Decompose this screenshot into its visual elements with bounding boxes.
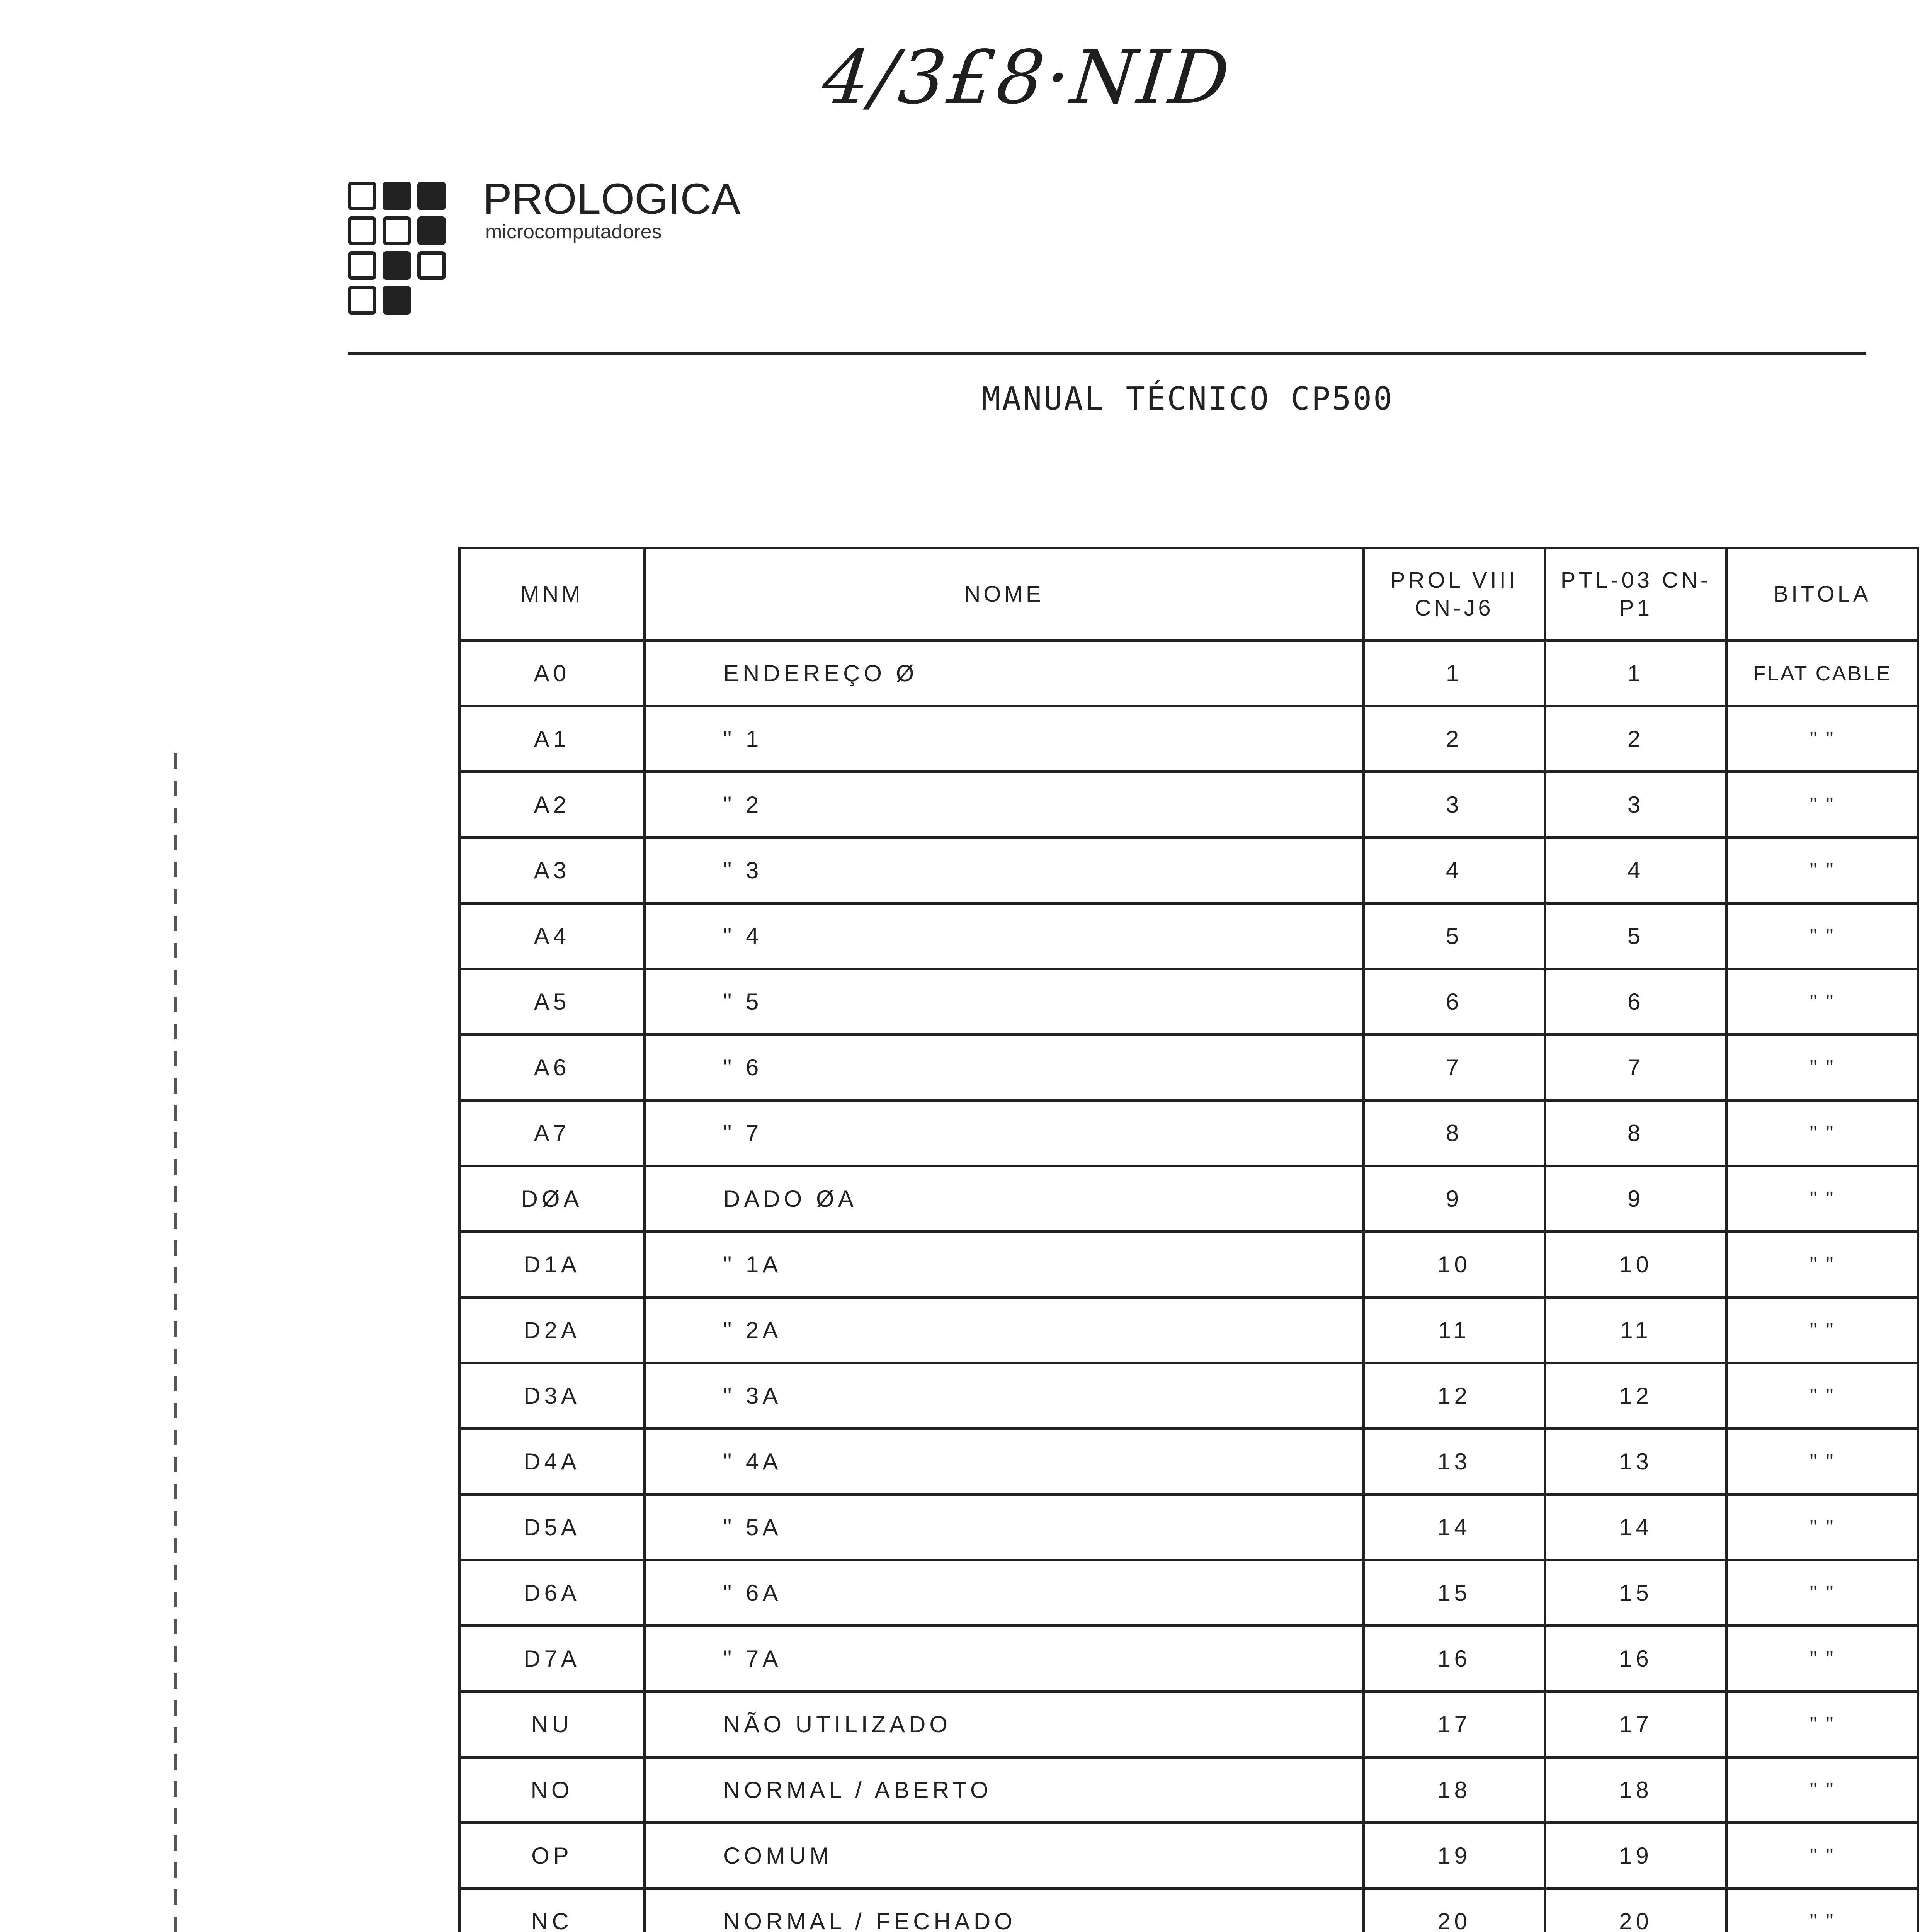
cell-prol: 7 [1364,1035,1545,1100]
brand-tagline: microcomputadores [485,221,662,243]
cell-ptl: 10 [1545,1232,1727,1298]
cell-prol: 6 [1364,969,1545,1035]
cell-mnm: D3A [459,1363,645,1429]
cell-nome: " 4A [645,1429,1364,1495]
cell-nome: " 6A [645,1560,1364,1626]
header-ptl: PTL-03 CN-P1 [1545,548,1727,641]
cell-ptl: 13 [1545,1429,1727,1495]
cell-prol: 17 [1364,1692,1545,1757]
cell-mnm: A7 [459,1100,645,1166]
cell-bitola: " " [1727,969,1918,1035]
cell-ptl: 3 [1545,772,1727,838]
cell-mnm: D1A [459,1232,645,1298]
cell-nome: COMUM [645,1823,1364,1889]
cell-ptl: 5 [1545,903,1727,969]
cell-prol: 19 [1364,1823,1545,1889]
header-nome: NOME [645,548,1364,641]
cell-bitola: " " [1727,1823,1918,1889]
cell-prol: 13 [1364,1429,1545,1495]
cell-mnm: NO [459,1757,645,1823]
cell-mnm: D4A [459,1429,645,1495]
cell-bitola: " " [1727,1889,1918,1932]
cell-mnm: A0 [459,641,645,706]
cell-mnm: A6 [459,1035,645,1100]
cell-ptl: 7 [1545,1035,1727,1100]
cell-mnm: NC [459,1889,645,1932]
header-prol: PROL VIII CN-J6 [1364,548,1545,641]
cell-mnm: A5 [459,969,645,1035]
cell-prol: 4 [1364,838,1545,903]
cell-ptl: 20 [1545,1889,1727,1932]
cell-nome: NORMAL / FECHADO [645,1889,1364,1932]
cell-nome: " 2A [645,1298,1364,1363]
cell-nome: DADO ØA [645,1166,1364,1232]
cell-prol: 14 [1364,1495,1545,1560]
cell-ptl: 16 [1545,1626,1727,1692]
cell-nome: " 2 [645,772,1364,838]
cell-bitola: FLAT CABLE [1727,641,1918,706]
cell-prol: 12 [1364,1363,1545,1429]
cell-prol: 20 [1364,1889,1545,1932]
cell-bitola: " " [1727,1560,1918,1626]
cell-nome: NORMAL / ABERTO [645,1757,1364,1823]
cell-bitola: " " [1727,706,1918,772]
cell-nome: " 7 [645,1100,1364,1166]
cell-mnm: A2 [459,772,645,838]
cell-bitola: " " [1727,903,1918,969]
cell-mnm: D6A [459,1560,645,1626]
cell-nome: " 4 [645,903,1364,969]
cell-ptl: 12 [1545,1363,1727,1429]
cell-nome: " 1A [645,1232,1364,1298]
document-title: MANUAL TÉCNICO CP500 [981,381,1394,417]
cell-mnm: A1 [459,706,645,772]
cell-bitola: " " [1727,1757,1918,1823]
cell-ptl: 9 [1545,1166,1727,1232]
cell-prol: 10 [1364,1232,1545,1298]
cell-prol: 18 [1364,1757,1545,1823]
cell-prol: 5 [1364,903,1545,969]
cell-bitola: " " [1727,1495,1918,1560]
cell-prol: 3 [1364,772,1545,838]
cell-mnm: OP [459,1823,645,1889]
cell-mnm: DØA [459,1166,645,1232]
cell-nome: " 3A [645,1363,1364,1429]
cell-nome: " 3 [645,838,1364,903]
cell-ptl: 19 [1545,1823,1727,1889]
cell-bitola: " " [1727,1429,1918,1495]
cell-bitola: " " [1727,1626,1918,1692]
handwritten-archive-code-top: 4/3£8·NID [818,35,1236,120]
cell-nome: " 5A [645,1495,1364,1560]
header-bitola: BITOLA [1727,548,1918,641]
cell-bitola: " " [1727,1100,1918,1166]
cell-prol: 16 [1364,1626,1545,1692]
cell-bitola: " " [1727,1363,1918,1429]
cell-prol: 1 [1364,641,1545,706]
cell-prol: 15 [1364,1560,1545,1626]
cell-bitola: " " [1727,1166,1918,1232]
cell-mnm: D7A [459,1626,645,1692]
cell-nome: " 1 [645,706,1364,772]
cell-prol: 8 [1364,1100,1545,1166]
cell-ptl: 14 [1545,1495,1727,1560]
cell-nome: " 6 [645,1035,1364,1100]
cell-prol: 11 [1364,1298,1545,1363]
cell-ptl: 2 [1545,706,1727,772]
cell-mnm: A3 [459,838,645,903]
cell-ptl: 8 [1545,1100,1727,1166]
cell-bitola: " " [1727,838,1918,903]
brand-name: PROLOGICA [483,175,740,223]
cell-nome: " 7A [645,1626,1364,1692]
cell-mnm: NU [459,1692,645,1757]
cell-bitola: " " [1727,1298,1918,1363]
cell-bitola: " " [1727,1035,1918,1100]
header-mnm: MNM [459,548,645,641]
scan-edge-line [174,753,177,1932]
cell-ptl: 15 [1545,1560,1727,1626]
cell-bitola: " " [1727,772,1918,838]
cell-mnm: D5A [459,1495,645,1560]
cell-ptl: 18 [1545,1757,1727,1823]
cell-ptl: 1 [1545,641,1727,706]
cell-mnm: A4 [459,903,645,969]
cell-nome: ENDEREÇO Ø [645,641,1364,706]
cell-bitola: " " [1727,1232,1918,1298]
cell-ptl: 17 [1545,1692,1727,1757]
cell-prol: 9 [1364,1166,1545,1232]
cell-nome: " 5 [645,969,1364,1035]
cell-nome: NÃO UTILIZADO [645,1692,1364,1757]
cell-bitola: " " [1727,1692,1918,1757]
cell-ptl: 11 [1545,1298,1727,1363]
cell-ptl: 4 [1545,838,1727,903]
cell-ptl: 6 [1545,969,1727,1035]
cell-mnm: D2A [459,1298,645,1363]
cell-prol: 2 [1364,706,1545,772]
